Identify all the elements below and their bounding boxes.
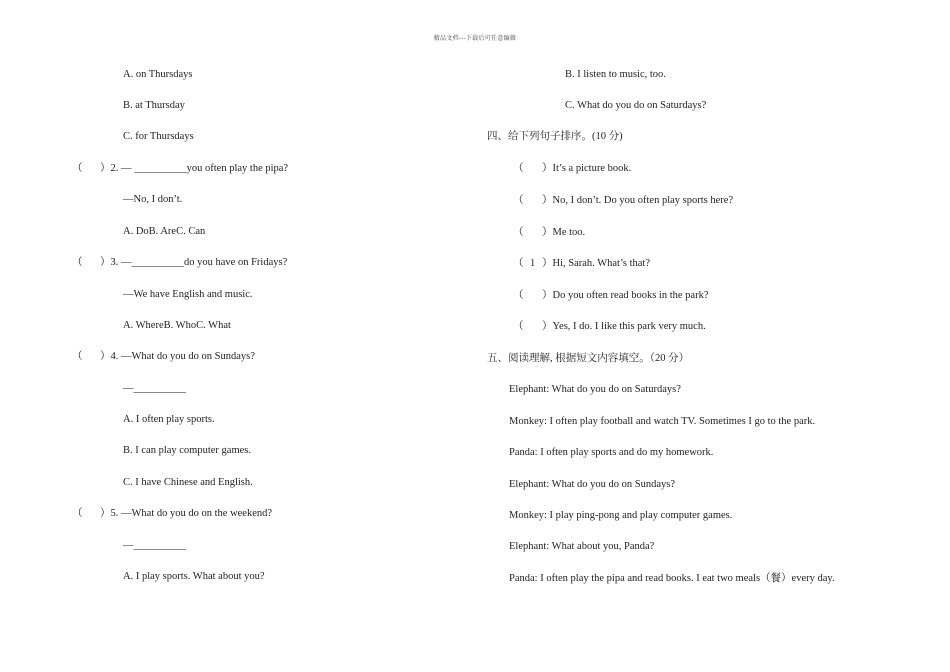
dialogue-line: Elephant: What do you do on Saturdays? (509, 384, 681, 395)
ordering-sentence: ）No, I don’t. Do you often play sports here? (542, 195, 734, 206)
q1-option-b: B. at Thursday (123, 100, 185, 111)
q4-option-b: B. I can play computer games. (123, 445, 251, 456)
section5-title: 五、阅读理解, 根据短文内容填空。（20 分） (487, 353, 690, 364)
q5-option-a: A. I play sports. What about you? (123, 571, 265, 582)
ordering-paren-open: （ (513, 163, 524, 174)
q3-paren-open: （ (72, 257, 83, 268)
q2-paren-open: （ (72, 163, 83, 174)
q4-option-a: A. I often play sports. (123, 414, 215, 425)
ordering-sentence: ）It’s a picture book. (542, 163, 632, 174)
q3-answer: —We have English and music. (123, 289, 253, 300)
q4-question: ）4. —What do you do on Sundays? (100, 351, 255, 362)
section4-title: 四、给下列句子排序。(10 分) (487, 131, 623, 142)
ordering-sentence: ）Hi, Sarah. What’s that? (542, 258, 650, 269)
q2-answer: —No, I don’t. (123, 194, 183, 205)
ordering-sentence: ）Yes, I do. I like this park very much. (542, 321, 706, 332)
ordering-paren-open: （ (513, 195, 524, 206)
q3-question: ）3. —__________do you have on Fridays? (100, 257, 288, 268)
ordering-paren-open: （ (513, 258, 524, 269)
q3-options: A. WhereB. WhoC. What (123, 320, 231, 331)
ordering-sentence: ）Me too. (542, 227, 586, 238)
ordering-paren-open: （ (513, 321, 524, 332)
ordering-sentence: ）Do you often read books in the park? (542, 290, 709, 301)
q5-paren-open: （ (72, 508, 83, 519)
dialogue-line: Panda: I often play the pipa and read books. I eat two meals（餐）every day. (509, 573, 835, 584)
q1-option-a: A. on Thursdays (123, 69, 193, 80)
q4-paren-open: （ (72, 351, 83, 362)
dialogue-line: Panda: I often play sports and do my homework. (509, 447, 714, 458)
ordering-number: 1 (530, 258, 536, 269)
q1-option-c: C. for Thursdays (123, 131, 194, 142)
ordering-paren-open: （ (513, 290, 524, 301)
q5-blank: —__________ (123, 540, 186, 551)
q4-option-c: C. I have Chinese and English. (123, 477, 253, 488)
q5-option-c: C. What do you do on Saturdays? (565, 100, 707, 111)
dialogue-line: Monkey: I play ping-pong and play computer games. (509, 510, 733, 521)
dialogue-line: Elephant: What do you do on Sundays? (509, 479, 676, 490)
ordering-paren-open: （ (513, 227, 524, 238)
q5-option-b: B. I listen to music, too. (565, 69, 666, 80)
q5-question: ）5. —What do you do on the weekend? (100, 508, 273, 519)
dialogue-line: Monkey: I often play football and watch TV. Sometimes I go to the park. (509, 416, 816, 427)
q2-options: A. DoB. AreC. Can (123, 226, 206, 237)
dialogue-line: Elephant: What about you, Panda? (509, 541, 655, 552)
q4-blank: —__________ (123, 383, 186, 394)
page-header: 精品文档---下载后可任意编辑 (433, 36, 517, 42)
q2-question: ）2. — __________you often play the pipa? (100, 163, 289, 174)
